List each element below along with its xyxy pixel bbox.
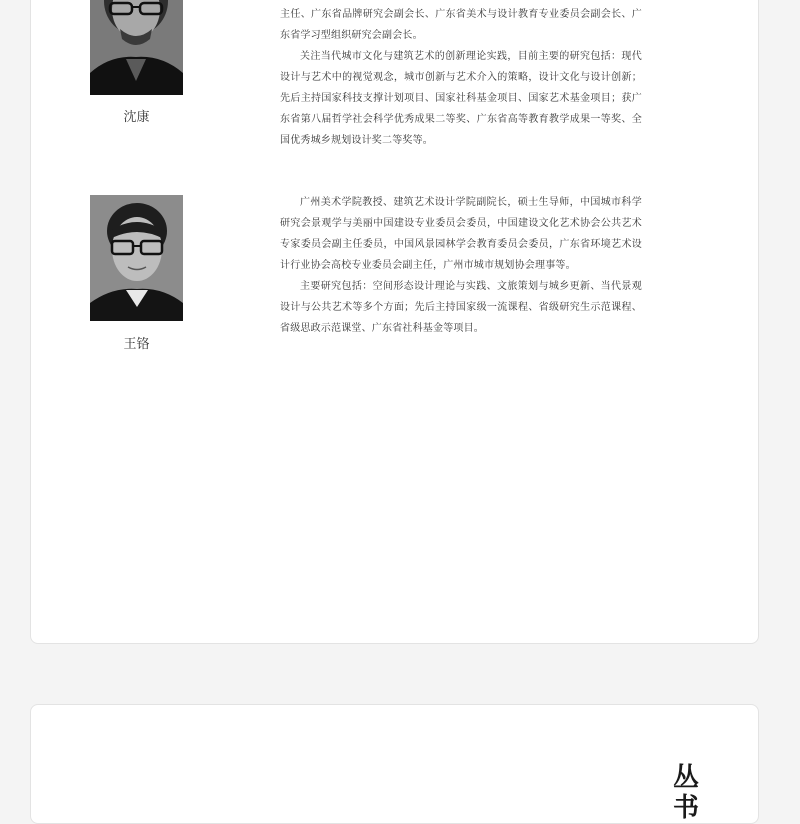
bio-paragraph: 主要研究包括：空间形态设计理论与实践、文旅策划与城乡更新、当代景观设计与公共艺术等多个方面；先后主持国家级一流课程、省级研究生示范课程、省级思政示范课堂、广东省社科基金等项目。 [280,281,642,334]
series-card [30,704,759,824]
section-vertical-title: 丛书 [673,763,700,823]
author-card [30,0,759,644]
bio-paragraph: 广州美术学院教授、建筑艺术设计学院副院长，硕士生导师，中国城市科学研究会景观学与美丽中国建设专业委员会委员，中国建设文化艺术协会公共艺术专家委员会副主任委员，中国风景园林学会教育委员会委员，广东省环境艺术设计行业协会高校专业委员会副主任，广州市城市规划协会理事等。 [280,197,642,271]
author-photo-wang-ge [90,195,183,321]
author-photo-shen-kang [90,0,183,95]
author-bio [280,4,642,151]
bio-paragraph: 主任、广东省品牌研究会副会长、广东省美术与设计教育专业委员会副会长、广东省学习型组织研究会副会长。 [280,9,642,41]
author-name: 沈康 [123,110,150,125]
author-name: 王铬 [123,337,150,352]
author-bio [280,192,642,339]
bio-paragraph: 关注当代城市文化与建筑艺术的创新理论实践，目前主要的研究包括：现代设计与艺术中的视觉观念，城市创新与艺术介入的策略，设计文化与设计创新；先后主持国家科技支撑计划项目、国家社科基金项目、国家艺术基金项目；获广东省第八届哲学社会科学优秀成果二等奖、广东省高等教育教学成果一等奖、全国优秀城乡规划设计奖二等奖等。 [280,51,642,146]
